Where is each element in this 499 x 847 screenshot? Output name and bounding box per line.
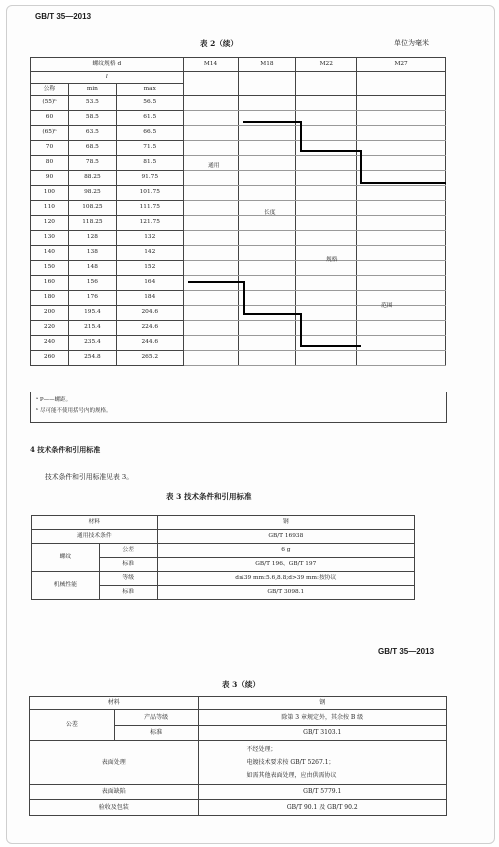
table-row	[31, 96, 446, 111]
t3-thread-standard: 标准	[99, 558, 157, 572]
table-row	[31, 201, 446, 216]
size-region-cell	[183, 306, 238, 321]
size-region-cell	[357, 321, 446, 336]
size-region-cell	[238, 246, 296, 261]
min-cell: 138	[68, 246, 116, 261]
t3-steel: 钢	[157, 516, 414, 530]
boundary-line	[300, 345, 361, 347]
nominal-cell: 140	[31, 246, 69, 261]
unit-label: 单位为毫米	[394, 39, 429, 47]
boundary-line	[360, 150, 362, 183]
nominal-cell: 160	[31, 276, 69, 291]
table-row	[31, 111, 446, 126]
size-region-cell	[238, 126, 296, 141]
table-3	[31, 515, 415, 600]
nominal-cell: (55)ᵇ	[31, 96, 69, 111]
min-cell: 156	[68, 276, 116, 291]
t3-general-req: 通用技术条件	[32, 530, 158, 544]
size-region-cell	[238, 216, 296, 231]
table-row	[31, 156, 446, 171]
nominal-cell: (65)ᵇ	[31, 126, 69, 141]
size-region-cell	[357, 336, 446, 351]
min-cell: 235.4	[68, 336, 116, 351]
t3c-tolerance: 公差	[30, 710, 115, 741]
table-3-continued	[29, 696, 447, 816]
size-region-cell	[357, 231, 446, 246]
t3c-product-grade-val: 除第 3 章规定外，其余按 B 级	[198, 710, 447, 726]
size-region-cell	[238, 321, 296, 336]
size-region-cell	[238, 141, 296, 156]
max-cell: 142	[116, 246, 183, 261]
t3-mech-std-val: GB/T 3098.1	[157, 586, 414, 600]
nominal-cell: 90	[31, 171, 69, 186]
size-m14: M14	[183, 58, 238, 72]
boundary-line	[243, 281, 245, 314]
min-cell: 98.25	[68, 186, 116, 201]
size-region-cell	[296, 216, 357, 231]
nominal-cell: 260	[31, 351, 69, 366]
t3c-surface-val	[198, 741, 447, 785]
t3-tolerance: 公差	[99, 544, 157, 558]
min-cell: 254.8	[68, 351, 116, 366]
boundary-line	[300, 121, 302, 151]
size-region-cell	[357, 186, 446, 201]
nominal-cell: 130	[31, 231, 69, 246]
size-region-cell	[357, 246, 446, 261]
size-region-cell	[357, 201, 446, 216]
size-region-cell	[357, 96, 446, 111]
boundary-line	[300, 150, 361, 152]
size-region-cell	[183, 246, 238, 261]
t3c-surface-line-2: 电镀技术要求按 GB/T 5267.1；	[246, 759, 335, 766]
max-cell: 204.6	[116, 306, 183, 321]
size-region-cell	[357, 276, 446, 291]
t3c-acceptance-val: GB/T 90.1 及 GB/T 90.2	[198, 800, 447, 816]
region-spec: 规格	[326, 257, 338, 263]
size-region-cell	[183, 96, 238, 111]
size-region-cell	[238, 231, 296, 246]
col-nominal: 公称	[31, 84, 69, 96]
boundary-line	[300, 313, 302, 346]
min-cell: 63.5	[68, 126, 116, 141]
table-row	[31, 336, 446, 351]
nominal-cell: 150	[31, 261, 69, 276]
t3c-defect: 表面缺陷	[30, 785, 199, 800]
nominal-cell: 200	[31, 306, 69, 321]
min-cell: 78.5	[68, 156, 116, 171]
t3c-surface-line-1: 不经处理；	[246, 746, 277, 753]
max-cell: 56.5	[116, 96, 183, 111]
size-region-cell	[296, 201, 357, 216]
size-region-cell	[238, 156, 296, 171]
min-cell: 128	[68, 231, 116, 246]
size-region-cell	[296, 126, 357, 141]
nominal-cell: 80	[31, 156, 69, 171]
nominal-cell: 120	[31, 216, 69, 231]
table-row	[31, 186, 446, 201]
min-cell: 108.25	[68, 201, 116, 216]
table-row	[31, 141, 446, 156]
t3c-standard-val: GB/T 3103.1	[198, 726, 447, 741]
size-region-cell	[357, 126, 446, 141]
size-region-cell	[183, 126, 238, 141]
max-cell: 121.75	[116, 216, 183, 231]
size-region-cell	[183, 291, 238, 306]
size-region-cell	[238, 291, 296, 306]
col-max: max	[116, 84, 183, 96]
table2-caption: 表 2（续）	[200, 39, 238, 48]
min-cell: 58.5	[68, 111, 116, 126]
size-region-cell	[238, 171, 296, 186]
size-region-cell	[357, 141, 446, 156]
size-region-cell	[357, 216, 446, 231]
size-region-cell	[183, 351, 238, 366]
size-region-cell	[183, 171, 238, 186]
table-row	[31, 126, 446, 141]
table-row	[31, 216, 446, 231]
min-cell: 53.5	[68, 96, 116, 111]
size-region-cell	[357, 111, 446, 126]
max-cell: 244.6	[116, 336, 183, 351]
region-range: 范围	[381, 303, 393, 309]
nominal-cell: 70	[31, 141, 69, 156]
t3c-material: 材料	[30, 697, 199, 710]
t3c-standard: 标准	[114, 726, 198, 741]
boundary-line	[243, 313, 301, 315]
t3c-product-grade: 产品等级	[114, 710, 198, 726]
size-region-cell	[296, 96, 357, 111]
table-row	[31, 261, 446, 276]
min-cell: 88.25	[68, 171, 116, 186]
max-cell: 224.6	[116, 321, 183, 336]
table-row	[31, 351, 446, 366]
t3-tolerance-val: 6 g	[157, 544, 414, 558]
nominal-cell: 180	[31, 291, 69, 306]
min-cell: 68.5	[68, 141, 116, 156]
size-region-cell	[296, 276, 357, 291]
page2-header: GB/T 35—2013	[378, 647, 435, 656]
max-cell: 81.5	[116, 156, 183, 171]
size-region-cell	[183, 321, 238, 336]
size-region-cell	[296, 111, 357, 126]
size-region-cell	[296, 156, 357, 171]
size-region-cell	[183, 336, 238, 351]
t3-grade-val: d≤39 mm:5.6,8.8;d>39 mm:按协议	[157, 572, 414, 586]
size-region-cell	[296, 336, 357, 351]
size-region-cell	[357, 156, 446, 171]
t3-thread: 螺纹	[32, 544, 100, 572]
max-cell: 66.5	[116, 126, 183, 141]
table-2	[30, 57, 446, 366]
max-cell: 152	[116, 261, 183, 276]
max-cell: 61.5	[116, 111, 183, 126]
size-region-cell	[238, 276, 296, 291]
note-b: ᵇ 尽可能不使用括号内的规格。	[36, 408, 112, 414]
size-region-cell	[238, 351, 296, 366]
table-row	[31, 321, 446, 336]
size-region-cell	[183, 216, 238, 231]
t3-thread-std-val: GB/T 196、GB/T 197	[157, 558, 414, 572]
t3-grade: 等级	[99, 572, 157, 586]
region-common: 通用	[208, 163, 220, 169]
nominal-cell: 240	[31, 336, 69, 351]
table-row	[31, 246, 446, 261]
max-cell: 91.75	[116, 171, 183, 186]
min-cell: 176	[68, 291, 116, 306]
size-region-cell	[296, 306, 357, 321]
thread-spec-label: 螺纹规格 d	[31, 58, 184, 72]
size-region-cell	[296, 141, 357, 156]
size-region-cell	[183, 186, 238, 201]
size-m27: M27	[357, 58, 446, 72]
size-region-cell	[357, 291, 446, 306]
max-cell: 132	[116, 231, 183, 246]
t3-mech-standard: 标准	[99, 586, 157, 600]
region-length: 长度	[264, 210, 276, 216]
min-cell: 148	[68, 261, 116, 276]
table-row	[31, 276, 446, 291]
min-cell: 215.4	[68, 321, 116, 336]
size-m22: M22	[296, 58, 357, 72]
boundary-line	[243, 121, 301, 123]
t3c-defect-val: GB/T 5779.1	[198, 785, 447, 800]
size-region-cell	[296, 231, 357, 246]
max-cell: 164	[116, 276, 183, 291]
nominal-cell: 100	[31, 186, 69, 201]
size-region-cell	[296, 321, 357, 336]
size-region-cell	[238, 336, 296, 351]
section-title: 4 技术条件和引用标准	[30, 445, 101, 454]
page-header: GB/T 35—2013	[35, 12, 92, 21]
size-region-cell	[357, 351, 446, 366]
size-region-cell	[357, 306, 446, 321]
nominal-cell: 220	[31, 321, 69, 336]
col-min: min	[68, 84, 116, 96]
size-region-cell	[183, 201, 238, 216]
size-region-cell	[183, 261, 238, 276]
nominal-cell: 110	[31, 201, 69, 216]
t3-general-req-val: GB/T 16938	[157, 530, 414, 544]
boundary-line	[360, 182, 446, 184]
t3c-surface-line-3: 如需其他表面处理，应由供需协议	[246, 772, 337, 779]
section-body: 技术条件和引用标准见表 3。	[45, 473, 134, 481]
size-region-cell	[296, 186, 357, 201]
size-region-cell	[238, 261, 296, 276]
table-row	[31, 231, 446, 246]
size-region-cell	[238, 186, 296, 201]
size-region-cell	[296, 291, 357, 306]
size-region-cell	[183, 111, 238, 126]
t3-mech: 机械性能	[32, 572, 100, 600]
l-label: l	[31, 72, 184, 84]
min-cell: 118.25	[68, 216, 116, 231]
table3-caption: 表 3 技术条件和引用标准	[166, 492, 252, 501]
table3-cont-caption: 表 3（续）	[222, 680, 260, 689]
notes-box	[30, 392, 447, 423]
note-a: ᵃ P——螺距。	[36, 397, 72, 403]
size-region-cell	[238, 111, 296, 126]
t3c-acceptance: 验收及包装	[30, 800, 199, 816]
boundary-line	[188, 281, 244, 283]
max-cell: 111.75	[116, 201, 183, 216]
size-region-cell	[183, 231, 238, 246]
max-cell: 265.2	[116, 351, 183, 366]
size-region-cell	[183, 141, 238, 156]
size-m18: M18	[238, 58, 296, 72]
t3c-steel: 钢	[198, 697, 447, 710]
size-region-cell	[183, 276, 238, 291]
size-region-cell	[296, 351, 357, 366]
size-region-cell	[238, 96, 296, 111]
min-cell: 195.4	[68, 306, 116, 321]
max-cell: 71.5	[116, 141, 183, 156]
t3c-surface: 表面处理	[30, 741, 199, 785]
max-cell: 184	[116, 291, 183, 306]
nominal-cell: 60	[31, 111, 69, 126]
t3-material: 材料	[32, 516, 158, 530]
size-region-cell	[357, 261, 446, 276]
size-region-cell	[296, 171, 357, 186]
max-cell: 101.75	[116, 186, 183, 201]
